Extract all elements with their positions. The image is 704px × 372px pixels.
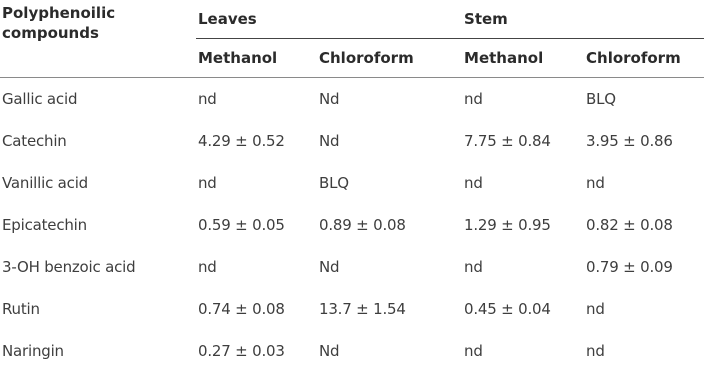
- cell-leaves-methanol: 4.29 ± 0.52: [198, 132, 285, 150]
- subheader-leaves-chloroform: Chloroform: [317, 39, 462, 78]
- cell-stem-methanol: 1.29 ± 0.95: [464, 216, 551, 234]
- compound-name: Catechin: [2, 132, 67, 150]
- cell-leaves-methanol: nd: [198, 90, 217, 108]
- cell-leaves-chloroform: 13.7 ± 1.54: [319, 300, 406, 318]
- compound-name: Vanillic acid: [2, 174, 89, 192]
- subheader-leaves-methanol: Methanol: [196, 39, 317, 78]
- table-row: [0, 78, 704, 121]
- subheader-stem-chloroform: Chloroform: [584, 39, 704, 78]
- compound-name: Naringin: [2, 342, 64, 360]
- cell-stem-chloroform: BLQ: [586, 90, 616, 108]
- cell-leaves-methanol: nd: [198, 174, 217, 192]
- cell-stem-methanol: 0.45 ± 0.04: [464, 300, 551, 318]
- table-row: [0, 288, 704, 330]
- table-row: [0, 330, 704, 372]
- compound-name: 3-OH benzoic acid: [2, 258, 136, 276]
- cell-leaves-chloroform: Nd: [319, 258, 340, 276]
- table-row: [0, 162, 704, 204]
- group-header-stem: Stem: [462, 0, 704, 39]
- cell-leaves-chloroform: 0.89 ± 0.08: [319, 216, 406, 234]
- stub-header-line-1: Polyphenoilic: [2, 4, 116, 22]
- cell-leaves-methanol: 0.59 ± 0.05: [198, 216, 285, 234]
- cell-leaves-methanol: nd: [198, 258, 217, 276]
- cell-stem-chloroform: nd: [586, 342, 605, 360]
- cell-leaves-methanol: 0.27 ± 0.03: [198, 342, 285, 360]
- table-row: [0, 204, 704, 246]
- cell-stem-chloroform: nd: [586, 174, 605, 192]
- cell-stem-chloroform: 0.79 ± 0.09: [586, 258, 673, 276]
- stub-header-line-2: compounds: [2, 24, 99, 42]
- compound-name: Gallic acid: [2, 90, 78, 108]
- cell-stem-chloroform: nd: [586, 300, 605, 318]
- cell-stem-methanol: nd: [464, 342, 483, 360]
- cell-leaves-chloroform: Nd: [319, 342, 340, 360]
- cell-leaves-chloroform: Nd: [319, 132, 340, 150]
- cell-stem-chloroform: 3.95 ± 0.86: [586, 132, 673, 150]
- header-row-groups: [0, 0, 704, 39]
- cell-stem-methanol: nd: [464, 174, 483, 192]
- cell-stem-methanol: nd: [464, 258, 483, 276]
- cell-leaves-chloroform: BLQ: [319, 174, 349, 192]
- cell-stem-methanol: nd: [464, 90, 483, 108]
- table-row: [0, 246, 704, 288]
- subheader-stem-methanol: Methanol: [462, 39, 584, 78]
- cell-stem-methanol: 7.75 ± 0.84: [464, 132, 551, 150]
- compound-name: Epicatechin: [2, 216, 87, 234]
- stub-header: [0, 0, 196, 78]
- cell-stem-chloroform: 0.82 ± 0.08: [586, 216, 673, 234]
- cell-leaves-chloroform: Nd: [319, 90, 340, 108]
- compound-name: Rutin: [2, 300, 40, 318]
- table-row: [0, 120, 704, 162]
- cell-leaves-methanol: 0.74 ± 0.08: [198, 300, 285, 318]
- group-header-leaves: Leaves: [196, 0, 462, 39]
